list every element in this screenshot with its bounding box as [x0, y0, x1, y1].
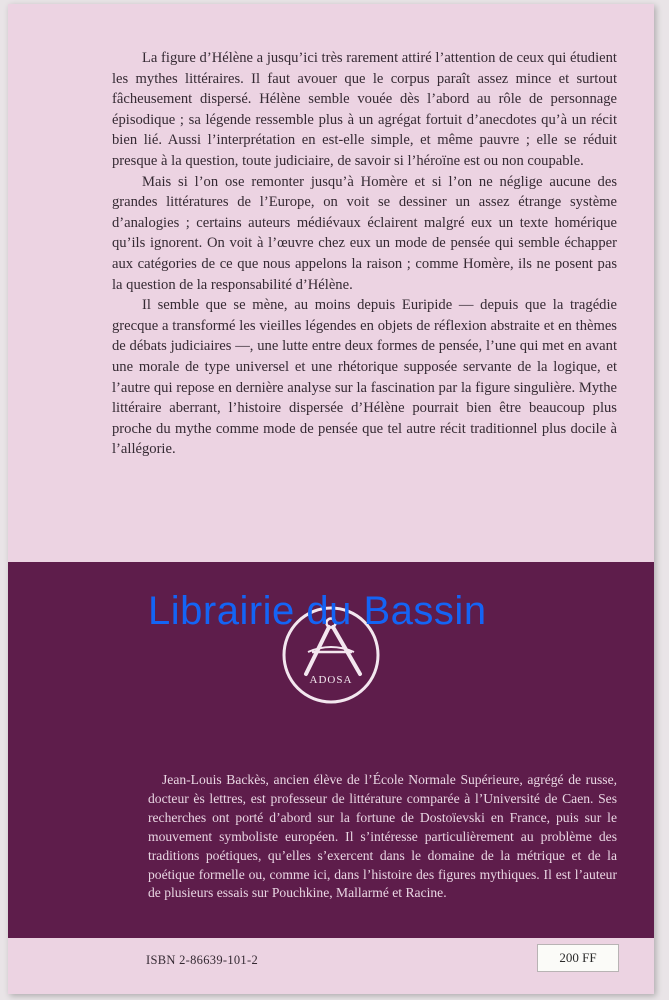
summary-paragraph-2: Mais si l’on ose remonter jusqu’à Homère et si l’on ne néglige aucune des grandes littératures de l’Europe, on voit se dessiner un assez étrange système d’analogies ; certains auteurs médiévaux éclairent malgré eux un texte homérique qu’ils ignorent. On voit à l’œuvre chez eux un mode de pensée qui semble échapper aux catégories de ce que nous appelons la raison ; comme Homère, ils ne posent pas la question de la responsabilité d’Hélène.	[112, 173, 617, 293]
publisher-logo-label: ADOSA	[309, 674, 353, 686]
book-back-cover	[8, 4, 654, 994]
author-bio: Jean-Louis Backès, ancien élève de l’École Normale Supérieure, agrégé de russe, docteur ès lettres, est professeur de littérature comparée à l’Université de Caen. Ses recherches ont porté d’abord sur la fortune de Dostoïevski en France, puis sur le mouvement symboliste européen. Il s’intéresse particulièrement au problème des traditions poétiques, qu’elles s’exercent dans le domaine de la métrique et de la poétique formelle ou, comme ici, dans l’histoire des figures mythiques. Il est l’auteur de plusieurs essais sur Pouchkine, Mallarmé et Racine.	[148, 772, 617, 901]
price-sticker	[537, 944, 619, 972]
summary-text	[112, 48, 617, 460]
summary-paragraph-3: Il semble que se mène, au moins depuis Euripide — depuis que la tragédie grecque a transformé les vieilles légendes en objets de réflexion abstraite et en thèmes de débats judiciaires —, une lutte entre deux formes de pensée, l’une qui met en avant une morale de type universel et une rhétorique supposée servante de la logique, et l’autre qui repose en dernière analyse sur la fascination par la figure singulière. Mythe littéraire aberrant, l’histoire dispersée d’Hélène pourrait bien être beaucoup plus proche du mythe comme mode de pensée que tel autre récit traditionnel plus docile à l’allégorie.	[112, 297, 617, 458]
bookseller-watermark: Librairie du Bassin	[148, 589, 487, 633]
summary-paragraph-1: La figure d’Hélène a jusqu’ici très rarement attiré l’attention de ceux qui étudient les mythes littéraires. Il faut avouer que le corpus paraît assez mince et surtout fâcheusement dispersé. Hélène semble vouée dès l’abord au rôle de personnage épisodique ; sa légende ressemble plus à un agrégat fortuit d’anecdotes qu’à un récit bien lié. Aussi l’interprétation en est-elle simple, et même pauvre ; elle se réduit presque à la question, toute judiciaire, de savoir si l’héroïne est ou non coupable.	[112, 50, 617, 169]
price-label: 200 FF	[559, 950, 597, 965]
isbn-number: ISBN 2-86639-101-2	[146, 953, 258, 967]
